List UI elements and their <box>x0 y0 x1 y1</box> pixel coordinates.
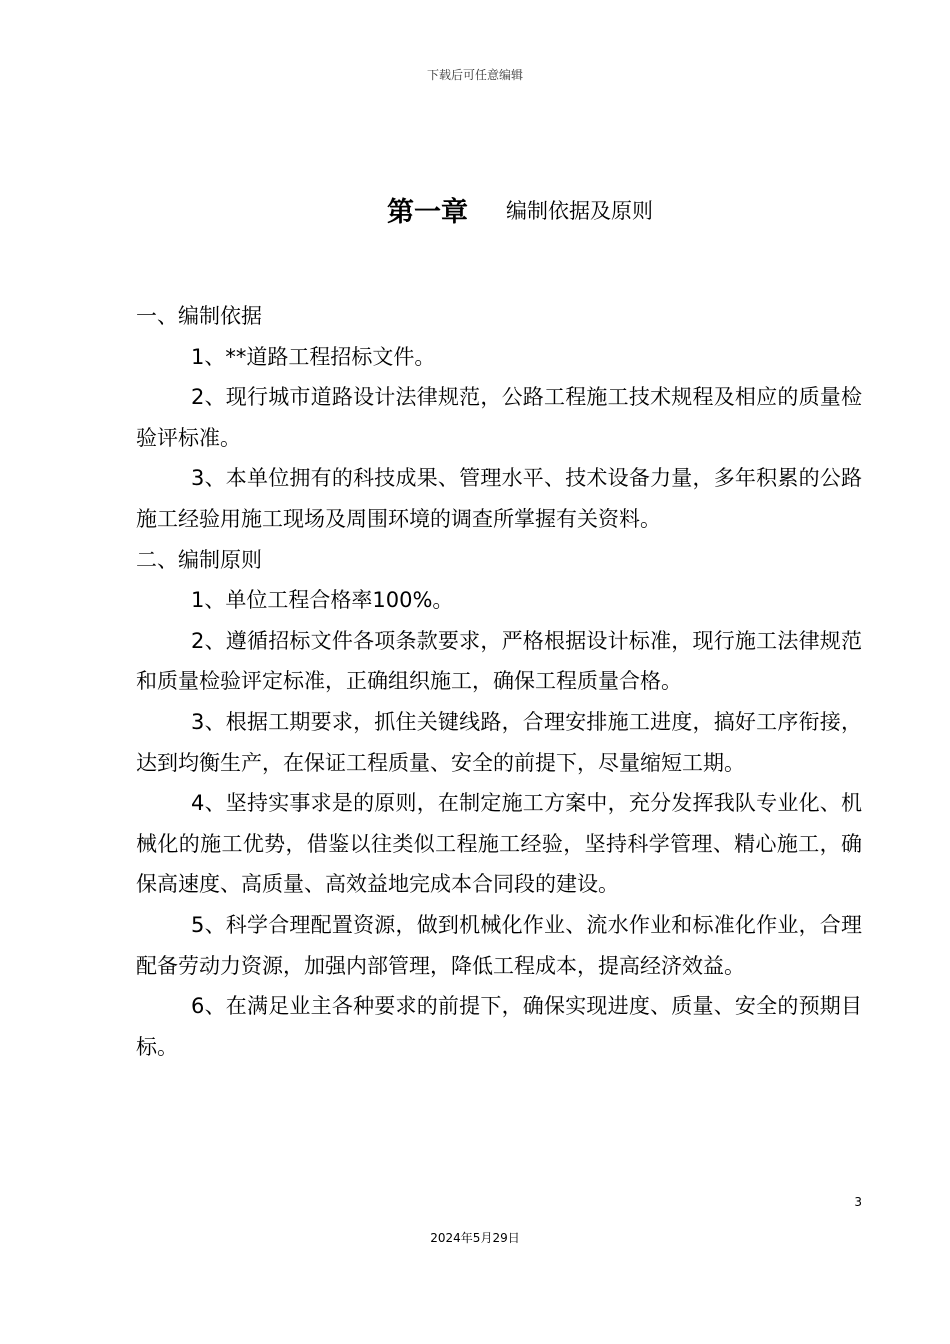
chapter-heading: 编制依据及原则 <box>506 198 653 223</box>
list-item: 5、科学合理配置资源，做到机械化作业、流水作业和标准化作业，合理配备劳动力资源，加强内部管理，降低工程成本，提高经济效益。 <box>136 912 862 978</box>
list-item: 2、现行城市道路设计法律规范，公路工程施工技术规程及相应的质量检验评标准。 <box>136 385 862 450</box>
list-item: 1、**道路工程招标文件。 <box>191 344 436 369</box>
chapter-number: 第一章 <box>387 197 468 228</box>
section-heading: 二、编制原则 <box>136 547 262 572</box>
page-header: 下载后可任意编辑 <box>426 68 523 82</box>
page-number: 3 <box>854 1195 862 1209</box>
chapter-title <box>0 190 950 229</box>
section-heading: 一、编制依据 <box>136 304 262 328</box>
list-item: 4、坚持实事求是的原则，在制定施工方案中，充分发挥我队专业化、机械化的施工优势，借鉴以往类似工程施工经验，坚持科学管理、精心施工，确保高速度、高质量、高效益地完成本合同段的建设。 <box>136 791 862 897</box>
list-item: 6、在满足业主各种要求的前提下，确保实现进度、质量、安全的预期目标。 <box>136 994 862 1059</box>
list-item: 2、遵循招标文件各项条款要求，严格根据设计标准，现行施工法律规范和质量检验评定标准，正确组织施工，确保工程质量合格。 <box>136 628 862 694</box>
list-item: 1、单位工程合格率100%。 <box>191 588 454 613</box>
list-item: 3、本单位拥有的科技成果、管理水平、技术设备力量，多年积累的公路施工经验用施工现场及周围环境的调查所掌握有关资料。 <box>136 466 862 531</box>
list-item: 3、根据工期要求，抓住关键线路，合理安排施工进度，搞好工序衔接，达到均衡生产，在保证工程质量、安全的前提下，尽量缩短工期。 <box>136 709 862 775</box>
document-body <box>136 296 862 1067</box>
page-footer-date: 2024年5月29日 <box>430 1231 520 1245</box>
